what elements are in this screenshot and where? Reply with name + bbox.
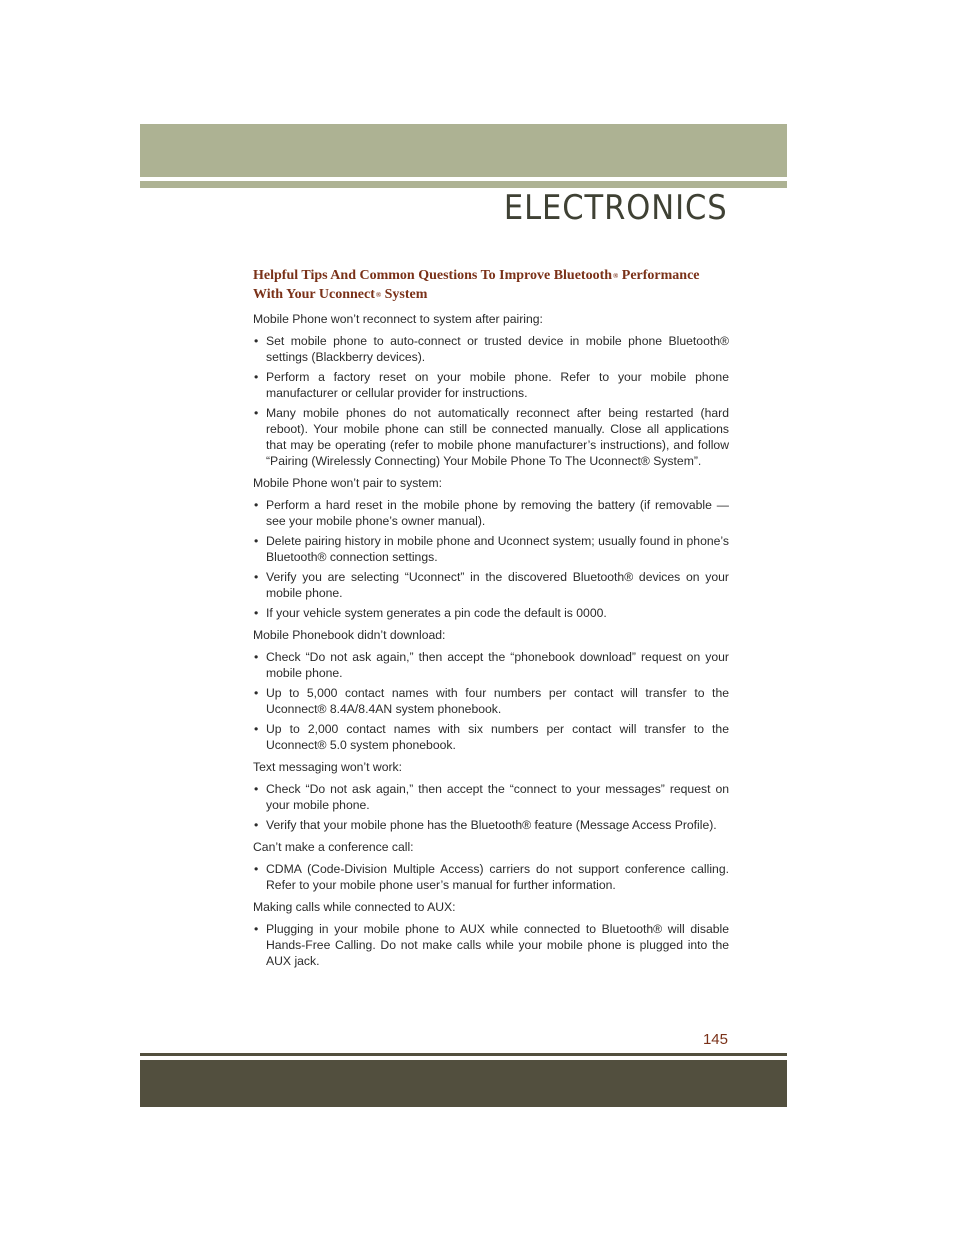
group-intro: Mobile Phone won’t reconnect to system after pairing: bbox=[253, 312, 543, 326]
article-content bbox=[253, 266, 729, 975]
list-item: • Delete pairing history in mobile phone and Uconnect system; usually found in phone’s Bluetooth® connection settings. bbox=[253, 533, 729, 565]
list-item: • Perform a factory reset on your mobile phone. Refer to your mobile phone manufacturer or cellular provider for instructions. bbox=[253, 369, 729, 401]
bullet-list bbox=[253, 861, 729, 893]
group-intro: Mobile Phonebook didn’t download: bbox=[253, 628, 446, 642]
list-item: • Verify you are selecting “Uconnect” in the discovered Bluetooth® devices on your mobile phone. bbox=[253, 569, 729, 601]
section-title: ELECTRONICS bbox=[504, 188, 728, 228]
group-intro: Making calls while connected to AUX: bbox=[253, 900, 456, 914]
list-item: • Check “Do not ask again,” then accept the “connect to your messages” request on your mobile phone. bbox=[253, 781, 729, 813]
bullet-list bbox=[253, 333, 729, 469]
header-stripe bbox=[140, 181, 787, 188]
list-item: • Many mobile phones do not automatically reconnect after being restarted (hard reboot). Your mobile phone can still be connected manually. Close all applications that may be operating (refer to mobile phone manufacturer’s instructions), and follow “Pairing (Wirelessly Connecting) Your Mobile Phone To The Uconnect® System”. bbox=[253, 405, 729, 469]
group-intro: Mobile Phone won’t pair to system: bbox=[253, 476, 442, 490]
list-item: • Verify that your mobile phone has the Bluetooth® feature (Message Access Profile). bbox=[253, 817, 729, 833]
bullet-list bbox=[253, 649, 729, 753]
footer-band bbox=[140, 1060, 787, 1107]
list-item: • Perform a hard reset in the mobile phone by removing the battery (if removable — see your mobile phone’s owner manual). bbox=[253, 497, 729, 529]
list-item: • Check “Do not ask again,” then accept the “phonebook download” request on your mobile phone. bbox=[253, 649, 729, 681]
bullet-list bbox=[253, 921, 729, 969]
group-intro: Can’t make a conference call: bbox=[253, 840, 414, 854]
footer-stripe bbox=[140, 1053, 787, 1056]
header-band bbox=[140, 124, 787, 177]
article-heading: Helpful Tips And Common Questions To Improve Bluetooth® Performance With Your Uconnect® System bbox=[253, 268, 700, 302]
bullet-list bbox=[253, 781, 729, 833]
list-item: • CDMA (Code-Division Multiple Access) carriers do not support conference calling. Refer to your mobile phone user’s manual for further information. bbox=[253, 861, 729, 893]
list-item: • Set mobile phone to auto-connect or trusted device in mobile phone Bluetooth® settings (Blackberry devices). bbox=[253, 333, 729, 365]
group-intro: Text messaging won’t work: bbox=[253, 760, 403, 774]
bullet-list bbox=[253, 497, 729, 621]
page-number: 145 bbox=[702, 1031, 728, 1048]
list-item: • Up to 2,000 contact names with six numbers per contact will transfer to the Uconnect® 5.0 system phonebook. bbox=[253, 721, 729, 753]
list-item: • If your vehicle system generates a pin code the default is 0000. bbox=[253, 605, 729, 621]
list-item: • Plugging in your mobile phone to AUX while connected to Bluetooth® will disable Hands-Free Calling. Do not make calls while your mobile phone is plugged into the AUX jack. bbox=[253, 921, 729, 969]
list-item: • Up to 5,000 contact names with four numbers per contact will transfer to the Uconnect® 8.4A/8.4AN system phonebook. bbox=[253, 685, 729, 717]
